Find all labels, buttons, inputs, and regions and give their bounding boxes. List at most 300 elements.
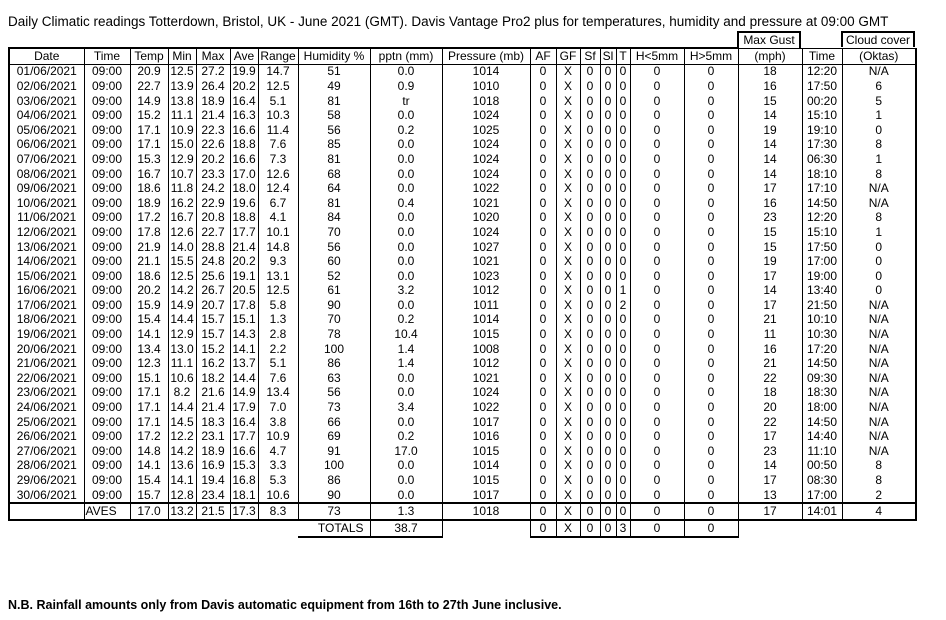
- cell-af: 0: [530, 459, 556, 474]
- cell-cloud-oktas: 1: [842, 225, 916, 240]
- cell-sf: 0: [580, 444, 600, 459]
- cell-time: 09:00: [84, 327, 130, 342]
- cell-gust-mph: 15: [738, 94, 802, 109]
- cell-pressure: 1024: [442, 167, 530, 182]
- cell-time: 09:00: [84, 240, 130, 255]
- cell-t: 0: [616, 444, 630, 459]
- cell-sl: 0: [600, 181, 616, 196]
- cell-h-lt5mm: 0: [630, 356, 684, 371]
- average-gust-time: 14:01: [802, 503, 842, 520]
- cell-sf: 0: [580, 284, 600, 299]
- averages-row: [9, 503, 916, 520]
- cell-pptn: 0.0: [370, 473, 442, 488]
- cell-cloud-oktas: 0: [842, 254, 916, 269]
- cell-sl: 0: [600, 356, 616, 371]
- cell-gust-mph: 16: [738, 342, 802, 357]
- header-sl: Sl: [600, 48, 616, 64]
- cell-min: 12.9: [168, 327, 196, 342]
- cell-h-lt5mm: 0: [630, 211, 684, 226]
- total-empty: [196, 520, 230, 537]
- total-label: TOTALS: [298, 520, 370, 537]
- cell-range: 5.1: [258, 94, 298, 109]
- cell-pressure: 1021: [442, 254, 530, 269]
- header-sf: Sf: [580, 48, 600, 64]
- table-row: [9, 254, 916, 269]
- cell-h-gt5mm: 0: [684, 167, 738, 182]
- cell-time: 09:00: [84, 269, 130, 284]
- cell-max: 15.2: [196, 342, 230, 357]
- cell-t: 0: [616, 371, 630, 386]
- cell-gust-time: 17:20: [802, 342, 842, 357]
- header-t: T: [616, 48, 630, 64]
- cell-t: 0: [616, 386, 630, 401]
- cell-h-lt5mm: 0: [630, 225, 684, 240]
- cell-pptn: 1.4: [370, 342, 442, 357]
- cell-date: 01/06/2021: [9, 64, 84, 79]
- total-empty: [738, 520, 802, 537]
- total-af: 0: [530, 520, 556, 537]
- cell-temp: 14.8: [130, 444, 168, 459]
- cell-max: 20.8: [196, 211, 230, 226]
- cell-date: 28/06/2021: [9, 459, 84, 474]
- cell-gust-time: 12:20: [802, 64, 842, 79]
- cell-time: 09:00: [84, 400, 130, 415]
- total-empty: [230, 520, 258, 537]
- cell-h-gt5mm: 0: [684, 400, 738, 415]
- cell-time: 09:00: [84, 298, 130, 313]
- cell-h-gt5mm: 0: [684, 152, 738, 167]
- cell-h-gt5mm: 0: [684, 284, 738, 299]
- cell-sf: 0: [580, 196, 600, 211]
- cell-pressure: 1014: [442, 64, 530, 79]
- cell-min: 12.5: [168, 64, 196, 79]
- cell-gf: X: [556, 108, 580, 123]
- cell-cloud-oktas: 8: [842, 459, 916, 474]
- cell-date: 23/06/2021: [9, 386, 84, 401]
- cell-pressure: 1022: [442, 400, 530, 415]
- cell-gf: X: [556, 429, 580, 444]
- table-row: [9, 400, 916, 415]
- cell-humidity: 81: [298, 152, 370, 167]
- cell-time: 09:00: [84, 386, 130, 401]
- cell-pressure: 1018: [442, 94, 530, 109]
- cell-pressure: 1024: [442, 152, 530, 167]
- cell-min: 14.1: [168, 473, 196, 488]
- cell-pptn: 0.9: [370, 79, 442, 94]
- cell-ave: 14.9: [230, 386, 258, 401]
- cell-max: 20.2: [196, 152, 230, 167]
- cell-temp: 17.1: [130, 386, 168, 401]
- cell-gust-mph: 17: [738, 298, 802, 313]
- cell-range: 5.3: [258, 473, 298, 488]
- table-row: [9, 269, 916, 284]
- cell-max: 18.3: [196, 415, 230, 430]
- sheet-title: Daily Climatic readings Totterdown, Bristol, UK - June 2021 (GMT). Davis Vantage Pro2 plus for temperatures, humidity and pressure at 09:00 GMT: [8, 14, 889, 29]
- cell-h-gt5mm: 0: [684, 386, 738, 401]
- cell-temp: 15.9: [130, 298, 168, 313]
- cell-sf: 0: [580, 79, 600, 94]
- cell-max: 16.9: [196, 459, 230, 474]
- average-gf: X: [556, 503, 580, 520]
- cell-range: 12.6: [258, 167, 298, 182]
- cell-h-gt5mm: 0: [684, 181, 738, 196]
- cell-date: 20/06/2021: [9, 342, 84, 357]
- cell-temp: 17.2: [130, 429, 168, 444]
- cell-min: 11.1: [168, 356, 196, 371]
- cell-gf: X: [556, 284, 580, 299]
- cell-sf: 0: [580, 152, 600, 167]
- cell-gf: X: [556, 415, 580, 430]
- cell-temp: 15.4: [130, 313, 168, 328]
- cell-h-lt5mm: 0: [630, 79, 684, 94]
- table-row: [9, 64, 916, 79]
- cell-gust-time: 00:20: [802, 94, 842, 109]
- cell-h-gt5mm: 0: [684, 327, 738, 342]
- cell-gust-time: 15:10: [802, 225, 842, 240]
- cell-range: 4.7: [258, 444, 298, 459]
- cell-af: 0: [530, 240, 556, 255]
- cell-t: 0: [616, 181, 630, 196]
- cell-gust-time: 08:30: [802, 473, 842, 488]
- cell-sl: 0: [600, 473, 616, 488]
- cell-min: 14.2: [168, 444, 196, 459]
- cell-gust-time: 17:50: [802, 240, 842, 255]
- cell-ave: 16.3: [230, 108, 258, 123]
- cell-h-gt5mm: 0: [684, 211, 738, 226]
- cell-temp: 15.2: [130, 108, 168, 123]
- cell-sf: 0: [580, 298, 600, 313]
- cell-h-lt5mm: 0: [630, 196, 684, 211]
- cell-max: 26.7: [196, 284, 230, 299]
- cell-gust-time: 19:00: [802, 269, 842, 284]
- cell-date: 19/06/2021: [9, 327, 84, 342]
- cell-time: 09:00: [84, 225, 130, 240]
- cell-pptn: 0.0: [370, 181, 442, 196]
- cell-max: 18.2: [196, 371, 230, 386]
- cell-gust-mph: 13: [738, 488, 802, 504]
- cell-gf: X: [556, 123, 580, 138]
- cell-sl: 0: [600, 371, 616, 386]
- cell-cloud-oktas: N/A: [842, 342, 916, 357]
- cell-h-lt5mm: 0: [630, 254, 684, 269]
- total-empty: [130, 520, 168, 537]
- cell-h-lt5mm: 0: [630, 444, 684, 459]
- totals-row: [9, 520, 916, 537]
- table-row: [9, 240, 916, 255]
- cell-cloud-oktas: 8: [842, 473, 916, 488]
- cell-date: 24/06/2021: [9, 400, 84, 415]
- table-row: [9, 342, 916, 357]
- cell-pptn: 0.0: [370, 269, 442, 284]
- cell-t: 0: [616, 342, 630, 357]
- table-row: [9, 298, 916, 313]
- cell-gf: X: [556, 138, 580, 153]
- cell-h-gt5mm: 0: [684, 444, 738, 459]
- cell-pressure: 1025: [442, 123, 530, 138]
- cell-gust-time: 00:50: [802, 459, 842, 474]
- cell-cloud-oktas: N/A: [842, 313, 916, 328]
- cell-pressure: 1014: [442, 313, 530, 328]
- cell-time: 09:00: [84, 138, 130, 153]
- cell-sl: 0: [600, 269, 616, 284]
- cell-temp: 15.1: [130, 371, 168, 386]
- cell-temp: 14.1: [130, 459, 168, 474]
- cell-date: 08/06/2021: [9, 167, 84, 182]
- cell-gust-time: 10:30: [802, 327, 842, 342]
- cell-date: 16/06/2021: [9, 284, 84, 299]
- cell-gust-mph: 23: [738, 211, 802, 226]
- cell-sf: 0: [580, 211, 600, 226]
- cell-range: 7.6: [258, 138, 298, 153]
- cell-sl: 0: [600, 94, 616, 109]
- cell-h-gt5mm: 0: [684, 138, 738, 153]
- cell-gust-mph: 14: [738, 167, 802, 182]
- table-row: [9, 459, 916, 474]
- table-row: [9, 488, 916, 504]
- table-row: [9, 123, 916, 138]
- average-max: 21.5: [196, 503, 230, 520]
- cell-sl: 0: [600, 298, 616, 313]
- cell-af: 0: [530, 313, 556, 328]
- cell-t: 0: [616, 79, 630, 94]
- cell-date: 04/06/2021: [9, 108, 84, 123]
- cell-pressure: 1017: [442, 488, 530, 504]
- cell-af: 0: [530, 386, 556, 401]
- cell-gust-mph: 22: [738, 415, 802, 430]
- cell-cloud-oktas: 8: [842, 167, 916, 182]
- cell-humidity: 86: [298, 473, 370, 488]
- cell-max: 16.2: [196, 356, 230, 371]
- cell-gf: X: [556, 269, 580, 284]
- cell-ave: 18.0: [230, 181, 258, 196]
- cell-min: 10.9: [168, 123, 196, 138]
- total-empty: [842, 520, 916, 537]
- cell-gust-mph: 18: [738, 386, 802, 401]
- cell-cloud-oktas: 0: [842, 123, 916, 138]
- cell-range: 12.5: [258, 79, 298, 94]
- cell-temp: 17.8: [130, 225, 168, 240]
- cell-humidity: 52: [298, 269, 370, 284]
- cell-time: 09:00: [84, 181, 130, 196]
- cell-gust-time: 14:50: [802, 356, 842, 371]
- average-temp: 17.0: [130, 503, 168, 520]
- cell-sf: 0: [580, 181, 600, 196]
- cell-max: 22.6: [196, 138, 230, 153]
- cell-pressure: 1015: [442, 444, 530, 459]
- cell-temp: 16.7: [130, 167, 168, 182]
- cell-max: 24.8: [196, 254, 230, 269]
- cell-min: 13.8: [168, 94, 196, 109]
- cell-h-lt5mm: 0: [630, 138, 684, 153]
- cell-date: 22/06/2021: [9, 371, 84, 386]
- cell-h-gt5mm: 0: [684, 415, 738, 430]
- table-row: [9, 211, 916, 226]
- cell-gust-time: 19:10: [802, 123, 842, 138]
- cell-cloud-oktas: 8: [842, 138, 916, 153]
- cell-humidity: 70: [298, 225, 370, 240]
- cell-t: 0: [616, 400, 630, 415]
- cell-cloud-oktas: N/A: [842, 429, 916, 444]
- cell-pptn: 0.0: [370, 459, 442, 474]
- total-h-gt5: 0: [684, 520, 738, 537]
- cell-range: 2.8: [258, 327, 298, 342]
- cell-cloud-oktas: 1: [842, 152, 916, 167]
- cell-temp: 17.2: [130, 211, 168, 226]
- cell-pptn: 0.0: [370, 254, 442, 269]
- cell-temp: 17.1: [130, 400, 168, 415]
- cell-af: 0: [530, 211, 556, 226]
- average-min: 13.2: [168, 503, 196, 520]
- cell-af: 0: [530, 342, 556, 357]
- cell-ave: 16.4: [230, 415, 258, 430]
- cell-range: 9.3: [258, 254, 298, 269]
- cell-ave: 14.1: [230, 342, 258, 357]
- cell-range: 5.1: [258, 356, 298, 371]
- cell-sf: 0: [580, 371, 600, 386]
- cell-pressure: 1027: [442, 240, 530, 255]
- cell-time: 09:00: [84, 429, 130, 444]
- cell-gust-mph: 11: [738, 327, 802, 342]
- cell-sf: 0: [580, 356, 600, 371]
- cell-range: 13.4: [258, 386, 298, 401]
- cell-date: 02/06/2021: [9, 79, 84, 94]
- cell-pressure: 1011: [442, 298, 530, 313]
- header-cloud-oktas: (Oktas): [842, 48, 916, 64]
- cell-sf: 0: [580, 64, 600, 79]
- cell-gust-time: 11:10: [802, 444, 842, 459]
- cell-sl: 0: [600, 254, 616, 269]
- cell-temp: 12.3: [130, 356, 168, 371]
- average-gust-mph: 17: [738, 503, 802, 520]
- average-ave: 17.3: [230, 503, 258, 520]
- cell-gust-time: 18:30: [802, 386, 842, 401]
- cell-gust-mph: 14: [738, 152, 802, 167]
- cell-h-lt5mm: 0: [630, 94, 684, 109]
- cell-h-gt5mm: 0: [684, 298, 738, 313]
- cell-pressure: 1017: [442, 415, 530, 430]
- cell-min: 10.6: [168, 371, 196, 386]
- cell-range: 11.4: [258, 123, 298, 138]
- cell-af: 0: [530, 181, 556, 196]
- header-min: Min: [168, 48, 196, 64]
- cell-temp: 14.1: [130, 327, 168, 342]
- cell-sl: 0: [600, 123, 616, 138]
- cell-cloud-oktas: N/A: [842, 64, 916, 79]
- cell-humidity: 60: [298, 254, 370, 269]
- cell-cloud-oktas: 6: [842, 79, 916, 94]
- cell-ave: 16.6: [230, 444, 258, 459]
- cell-max: 26.4: [196, 79, 230, 94]
- cell-cloud-oktas: 0: [842, 240, 916, 255]
- cell-humidity: 73: [298, 400, 370, 415]
- cell-range: 5.8: [258, 298, 298, 313]
- cell-min: 15.0: [168, 138, 196, 153]
- average-time: AVES: [84, 503, 130, 520]
- cell-h-lt5mm: 0: [630, 123, 684, 138]
- cell-sf: 0: [580, 94, 600, 109]
- average-sl: 0: [600, 503, 616, 520]
- cell-min: 12.8: [168, 488, 196, 504]
- cell-sf: 0: [580, 400, 600, 415]
- cell-humidity: 68: [298, 167, 370, 182]
- cell-sl: 0: [600, 138, 616, 153]
- cell-gust-mph: 21: [738, 313, 802, 328]
- cell-gust-time: 14:50: [802, 415, 842, 430]
- cell-af: 0: [530, 415, 556, 430]
- cell-min: 13.6: [168, 459, 196, 474]
- cell-gust-time: 13:40: [802, 284, 842, 299]
- cell-h-gt5mm: 0: [684, 254, 738, 269]
- cell-humidity: 90: [298, 298, 370, 313]
- cell-gust-time: 14:50: [802, 196, 842, 211]
- cell-sf: 0: [580, 123, 600, 138]
- cell-min: 12.5: [168, 269, 196, 284]
- cell-gf: X: [556, 313, 580, 328]
- cell-min: 11.1: [168, 108, 196, 123]
- header-h-lt5mm: H<5mm: [630, 48, 684, 64]
- header-pptn: pptn (mm): [370, 48, 442, 64]
- cell-date: 10/06/2021: [9, 196, 84, 211]
- cell-max: 18.9: [196, 94, 230, 109]
- cell-af: 0: [530, 284, 556, 299]
- cell-time: 09:00: [84, 473, 130, 488]
- cell-h-lt5mm: 0: [630, 342, 684, 357]
- cell-date: 13/06/2021: [9, 240, 84, 255]
- cell-h-lt5mm: 0: [630, 488, 684, 504]
- cell-range: 12.5: [258, 284, 298, 299]
- cell-date: 11/06/2021: [9, 211, 84, 226]
- cell-sl: 0: [600, 444, 616, 459]
- cell-max: 18.9: [196, 444, 230, 459]
- cell-gust-mph: 14: [738, 108, 802, 123]
- cell-ave: 17.7: [230, 225, 258, 240]
- cell-h-gt5mm: 0: [684, 196, 738, 211]
- cell-gf: X: [556, 167, 580, 182]
- cell-sl: 0: [600, 284, 616, 299]
- cell-h-gt5mm: 0: [684, 371, 738, 386]
- cell-h-lt5mm: 0: [630, 313, 684, 328]
- cell-humidity: 70: [298, 313, 370, 328]
- cell-pptn: tr: [370, 94, 442, 109]
- cell-h-lt5mm: 0: [630, 284, 684, 299]
- cell-date: 25/06/2021: [9, 415, 84, 430]
- cell-cloud-oktas: 1: [842, 108, 916, 123]
- cell-range: 6.7: [258, 196, 298, 211]
- cell-min: 12.6: [168, 225, 196, 240]
- cell-time: 09:00: [84, 211, 130, 226]
- cell-h-lt5mm: 0: [630, 415, 684, 430]
- cell-gf: X: [556, 473, 580, 488]
- cell-min: 12.9: [168, 152, 196, 167]
- cell-sf: 0: [580, 342, 600, 357]
- cell-ave: 16.4: [230, 94, 258, 109]
- average-pptn: 1.3: [370, 503, 442, 520]
- cell-h-gt5mm: 0: [684, 488, 738, 504]
- cell-humidity: 64: [298, 181, 370, 196]
- climate-table: [8, 47, 917, 538]
- table-row: [9, 152, 916, 167]
- cell-time: 09:00: [84, 123, 130, 138]
- cell-max: 27.2: [196, 64, 230, 79]
- cell-date: 30/06/2021: [9, 488, 84, 504]
- cell-date: 05/06/2021: [9, 123, 84, 138]
- rainfall-note: N.B. Rainfall amounts only from Davis automatic equipment from 16th to 27th June inclusive.: [8, 598, 562, 612]
- header-row: [9, 48, 916, 64]
- cell-pptn: 1.4: [370, 356, 442, 371]
- total-empty: [9, 520, 84, 537]
- cell-t: 0: [616, 327, 630, 342]
- cell-gust-time: 09:30: [802, 371, 842, 386]
